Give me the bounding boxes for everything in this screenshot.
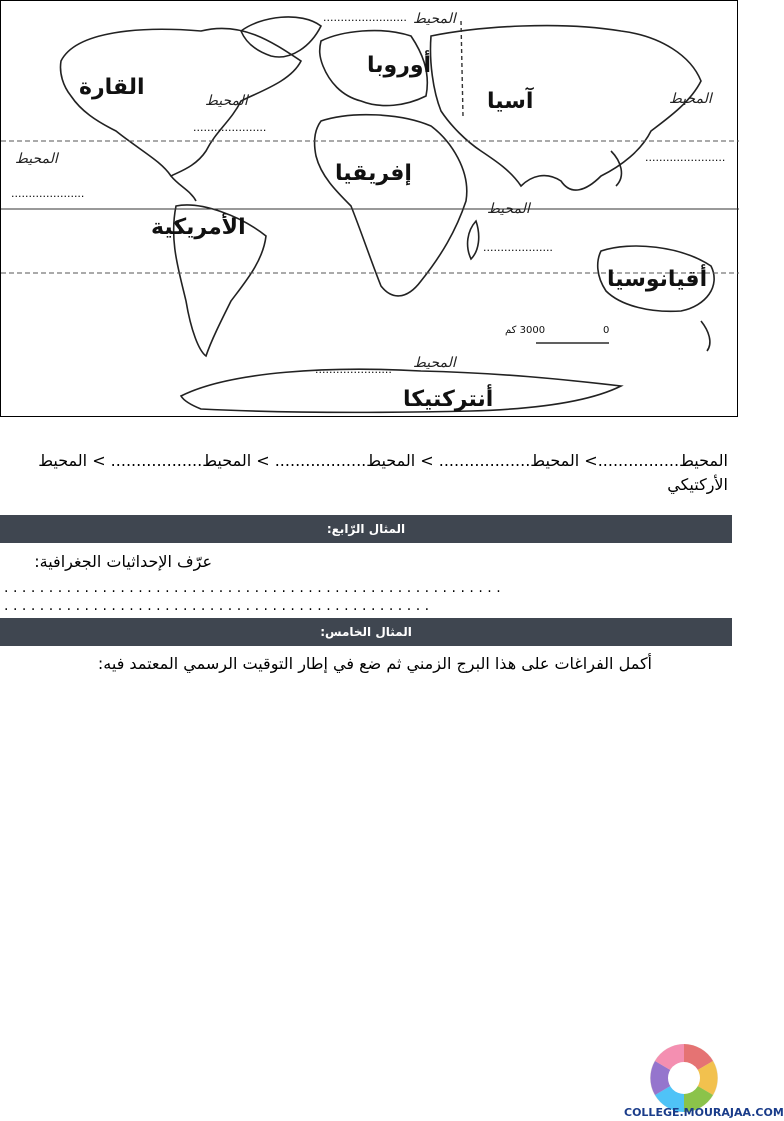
label-ocean-indian: المحيط (487, 201, 530, 217)
blank-ocean-atlantic-west: ..................... (11, 187, 85, 200)
label-north-america: القارة (79, 75, 145, 100)
blank-ocean-indian: .................... (483, 241, 553, 254)
label-ocean-atlantic-north: المحيط (205, 93, 248, 109)
example4-answer-line-1: ........................................................ (4, 580, 506, 596)
label-ocean-north: المحيط (413, 11, 456, 27)
label-asia: آسيا (487, 89, 534, 114)
label-south-america: الأمريكية (151, 215, 246, 240)
label-africa: إفريقيا (335, 161, 412, 186)
ocean-ordering-line: المحيط................> المحيط.................. > المحيط.................. > المحيط.................. > المحيط الأركتيكي (38, 451, 728, 494)
logo-url-text: COLLEGE.MOURAJAA.COM (624, 1106, 784, 1119)
blank-ocean-north: ........................ (323, 11, 407, 24)
example4-header: المثال الرّابع: (0, 515, 732, 543)
blank-ocean-atlantic-north: ..................... (193, 121, 267, 134)
label-europe: أوروبا (367, 53, 432, 78)
example4-answer-line-2: ................................................ (4, 598, 434, 614)
example5-question: أكمل الفراغات على هذا البرج الزمني ثم ضع في إطار التوقيت الرسمي المعتمد فيه: (97, 654, 652, 673)
world-map (0, 0, 738, 417)
blank-ocean-southern: ...................... (315, 363, 392, 376)
scale-value: 3000 كم (505, 325, 546, 336)
example4-question: عرّف الإحداثيات الجغرافية: (34, 552, 212, 571)
label-ocean-pacific-east: المحيط (669, 91, 712, 107)
label-antarctica: أنتركتيكا (403, 387, 494, 412)
example5-header: المثال الخامس: (0, 618, 732, 646)
scale-zero: 0 (603, 325, 610, 336)
label-oceania: أقيانوسيا (607, 267, 708, 292)
label-ocean-southern: المحيط (413, 355, 456, 371)
label-ocean-atlantic-west: المحيط (15, 151, 58, 167)
blank-ocean-pacific-east: ....................... (645, 151, 726, 164)
